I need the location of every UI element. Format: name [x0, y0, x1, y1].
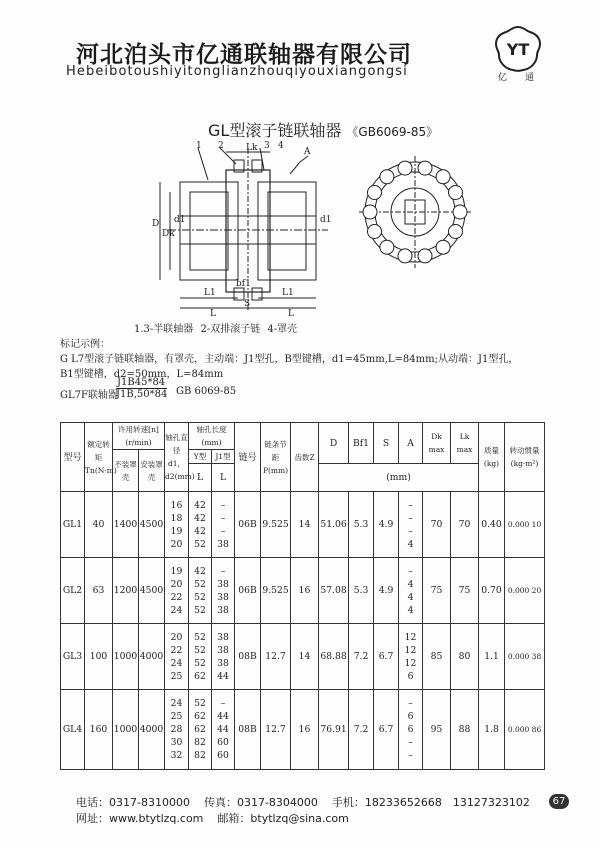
- row-d: 57.08: [319, 558, 349, 624]
- header-bore: 轴孔直径d1，d2(mm): [165, 423, 189, 492]
- header-model: 型号: [61, 423, 85, 492]
- row-d: 68.88: [319, 624, 349, 690]
- cell-value: 44: [217, 711, 229, 722]
- row-speed-nocover: 1400: [113, 492, 139, 558]
- row-d: 51.06: [319, 492, 349, 558]
- label-part-2: 2: [218, 141, 224, 151]
- cell-value: 4: [407, 538, 414, 550]
- row-inertia: 0.000 86: [505, 690, 545, 770]
- row-length-y: [189, 492, 212, 558]
- example-mark-fraction: [116, 377, 167, 400]
- cell-value: 38: [217, 657, 229, 669]
- cell-value: –: [220, 512, 226, 524]
- row-speed-cover: 4500: [139, 492, 165, 558]
- title-standard: 《GB6069-85》: [346, 125, 439, 139]
- page-title: [208, 118, 438, 141]
- chain-roller: [436, 170, 450, 184]
- row-bf1: 5.3: [349, 558, 374, 624]
- header-chain: 链号: [235, 423, 261, 492]
- label-bf1: bf1: [236, 279, 251, 289]
- cell-value: –: [220, 698, 226, 709]
- header-length: 轴孔长度(mm): [189, 423, 235, 450]
- mark-numerator: J1B45*84: [116, 377, 167, 389]
- header-speed: 许用转速[n](r/min): [113, 423, 165, 450]
- cell-value: 60: [217, 737, 229, 748]
- chain-roller: [363, 205, 377, 219]
- chain-roller: [380, 240, 394, 254]
- row-length-y: [189, 690, 212, 770]
- chain-roller: [398, 161, 412, 175]
- cell-value: –: [408, 698, 413, 709]
- row-bore: [165, 624, 189, 690]
- header-length-y: Y型: [189, 450, 212, 464]
- cell-value: 12: [404, 631, 417, 643]
- header-pitch: 链条节距P(mm): [261, 423, 291, 492]
- header-lk: Lk max: [451, 423, 479, 464]
- row-teeth: 14: [291, 624, 319, 690]
- label-dk: Dk: [162, 229, 175, 239]
- label-l-left: L: [210, 309, 216, 319]
- cell-value: 20: [170, 578, 183, 590]
- label-l-right: L: [288, 309, 294, 319]
- row-a: [399, 624, 423, 690]
- footer-tel: 电话：0317-8310000: [76, 796, 190, 809]
- cell-value: 20: [170, 631, 183, 643]
- cell-value: 18: [170, 512, 183, 524]
- row-inertia: 0.000 38: [505, 624, 545, 690]
- cell-value: 62: [194, 724, 206, 735]
- header-length-j: J1型: [212, 450, 235, 464]
- cell-value: 52: [194, 538, 206, 550]
- header-torque: 额定转矩Tn(N·m): [85, 423, 113, 492]
- row-a: [399, 558, 423, 624]
- row-dk: 85: [423, 624, 451, 690]
- label-l1-right: L1: [282, 288, 294, 298]
- row-s: 4.9: [374, 492, 399, 558]
- row-torque: 160: [85, 690, 113, 770]
- chain-roller: [380, 170, 394, 184]
- row-dk: 70: [423, 492, 451, 558]
- example-mark-prefix: GL7F联轴器: [60, 390, 118, 401]
- chain-roller: [398, 249, 412, 263]
- row-a: [399, 690, 423, 770]
- row-model: GL2: [61, 558, 85, 624]
- row-s: 4.9: [374, 558, 399, 624]
- cell-value: 38: [217, 578, 229, 590]
- cell-value: 52: [194, 657, 206, 669]
- cell-value: –: [220, 525, 226, 537]
- row-length-j: [212, 492, 235, 558]
- chain-roller: [418, 161, 432, 175]
- drawing-legend: 1.3-半联轴器 2-双排滚子链 4-罩壳: [134, 324, 298, 335]
- title-main: GL型滚子链联轴器: [208, 121, 342, 140]
- row-speed-nocover: 1200: [113, 558, 139, 624]
- logo-subtext: 亿通: [498, 73, 553, 83]
- label-lk: Lk: [246, 143, 258, 153]
- cell-value: 82: [194, 737, 206, 748]
- row-inertia: 0.000 10: [505, 492, 545, 558]
- cell-value: 82: [194, 750, 206, 761]
- chain-roller: [368, 186, 382, 200]
- cell-value: 52: [194, 698, 206, 709]
- cell-value: 42: [194, 565, 206, 577]
- table-row: [61, 690, 545, 770]
- row-pitch: 12.7: [261, 690, 291, 770]
- row-pitch: 9.525: [261, 492, 291, 558]
- cell-value: 52: [194, 631, 206, 643]
- cell-value: 60: [217, 750, 229, 761]
- example-line-2: B1型键槽，d2=50mm，L=84mm: [60, 369, 224, 380]
- cell-value: 24: [170, 657, 183, 669]
- cell-value: 22: [170, 644, 183, 656]
- row-teeth: 16: [291, 690, 319, 770]
- label-part-1: 1: [196, 141, 202, 151]
- table-row: [61, 624, 545, 690]
- cell-value: –: [408, 737, 413, 748]
- cell-value: –: [408, 512, 413, 524]
- cell-value: –: [220, 499, 226, 511]
- footer-fax: 传真：0317-8304000: [203, 796, 318, 809]
- header-speed-nocover: 不装罩壳: [113, 450, 139, 492]
- example-mark-standard: GB 6069-85: [176, 386, 237, 397]
- row-lk: 88: [451, 690, 479, 770]
- cell-value: 52: [194, 644, 206, 656]
- row-s: 6.7: [374, 690, 399, 770]
- row-torque: 100: [85, 624, 113, 690]
- footer-mobile: 手机：18233652668 13127323102: [331, 796, 530, 809]
- footer-website-link[interactable]: 网址：www.btytlzq.com: [76, 812, 204, 825]
- header-dk: Dk max: [423, 423, 451, 464]
- header-bf1: Bf1: [349, 423, 374, 464]
- row-bore: [165, 690, 189, 770]
- header-mass: 质量(kg): [479, 423, 505, 492]
- row-speed-nocover: 1000: [113, 690, 139, 770]
- chain-roller: [418, 249, 432, 263]
- label-d1-left: d1: [174, 215, 186, 225]
- row-torque: 63: [85, 558, 113, 624]
- footer-contacts: [76, 794, 530, 810]
- row-chain: 06B: [235, 492, 261, 558]
- row-inertia: 0.000 20: [505, 558, 545, 624]
- row-speed-cover: 4500: [139, 558, 165, 624]
- row-teeth: 14: [291, 492, 319, 558]
- cell-value: –: [408, 565, 413, 577]
- cell-value: 44: [217, 724, 229, 735]
- row-chain: 06B: [235, 558, 261, 624]
- cell-value: 42: [194, 512, 206, 524]
- cell-value: 6: [407, 724, 414, 735]
- header-length-j-l: L: [212, 464, 235, 492]
- cell-value: 38: [217, 631, 229, 643]
- chain-roller: [449, 225, 463, 239]
- row-length-y: [189, 558, 212, 624]
- cell-value: 44: [217, 670, 229, 682]
- example-line-1: G L7型滚子链联轴器，有罩壳，主动端：J1型孔，B型键槽，d1=45mm,L=84mm;从动端：J1型孔，: [60, 354, 519, 365]
- row-pitch: 12.7: [261, 624, 291, 690]
- row-bore: [165, 492, 189, 558]
- row-mass: 1.8: [479, 690, 505, 770]
- cell-value: 42: [194, 499, 206, 511]
- chain-roller: [436, 240, 450, 254]
- cell-value: 4: [407, 604, 414, 616]
- row-mass: 0.40: [479, 492, 505, 558]
- row-dk: 75: [423, 558, 451, 624]
- label-l1-left: L1: [204, 288, 216, 298]
- row-bore: [165, 558, 189, 624]
- row-s: 6.7: [374, 624, 399, 690]
- cell-value: 19: [170, 525, 183, 537]
- row-teeth: 16: [291, 558, 319, 624]
- cell-value: 62: [194, 670, 206, 682]
- cell-value: 24: [170, 698, 183, 709]
- cell-value: 6: [407, 670, 414, 682]
- label-part-4: 4: [278, 141, 284, 151]
- table-row: [61, 492, 545, 558]
- cell-value: 20: [170, 538, 183, 550]
- cell-value: 30: [170, 737, 183, 748]
- cell-value: 25: [170, 711, 183, 722]
- row-torque: 40: [85, 492, 113, 558]
- header-teeth: 齿数Z: [291, 423, 319, 492]
- row-pitch: 9.525: [261, 558, 291, 624]
- cell-value: 4: [407, 578, 414, 590]
- spec-table: [60, 422, 545, 770]
- label-d: D: [152, 219, 160, 229]
- header-s: S: [374, 423, 399, 464]
- header-a: A: [399, 423, 423, 464]
- cell-value: 42: [194, 525, 206, 537]
- footer-web-row: [76, 810, 349, 826]
- company-logo: [493, 24, 543, 74]
- cell-value: 52: [194, 591, 206, 603]
- row-mass: 0.70: [479, 558, 505, 624]
- mark-denominator: J1B,50*84: [116, 389, 168, 400]
- cell-value: 25: [170, 670, 183, 682]
- row-mass: 1.1: [479, 624, 505, 690]
- label-d1-right: d1: [320, 215, 332, 225]
- header-inertia: 转动惯量(kg·m²): [505, 423, 545, 492]
- cell-value: –: [220, 565, 226, 577]
- cell-value: 24: [170, 604, 183, 616]
- row-lk: 75: [451, 558, 479, 624]
- cell-value: 38: [217, 591, 229, 603]
- label-a: A: [304, 147, 311, 157]
- row-lk: 80: [451, 624, 479, 690]
- header-d: D: [319, 423, 349, 464]
- row-length-y: [189, 624, 212, 690]
- cell-value: 38: [217, 644, 229, 656]
- cell-value: 28: [170, 724, 183, 735]
- chain-roller: [368, 225, 382, 239]
- cell-value: 12: [404, 657, 417, 669]
- header-length-y-l: L: [189, 464, 212, 492]
- row-bf1: 7.2: [349, 624, 374, 690]
- cell-value: –: [408, 525, 413, 537]
- footer-email-link[interactable]: 邮箱：btytlzq@sina.com: [217, 812, 349, 825]
- row-speed-cover: 4000: [139, 624, 165, 690]
- logo-text: YT: [506, 40, 530, 59]
- row-model: GL4: [61, 690, 85, 770]
- label-s: S: [244, 299, 251, 309]
- cell-value: 19: [170, 565, 183, 577]
- row-speed-cover: 4000: [139, 690, 165, 770]
- page-number: 67: [549, 794, 569, 809]
- cell-value: 52: [194, 604, 206, 616]
- cell-value: 12: [404, 644, 417, 656]
- cell-value: 62: [194, 711, 206, 722]
- cell-value: –: [408, 750, 413, 761]
- cell-value: 52: [194, 578, 206, 590]
- row-dk: 95: [423, 690, 451, 770]
- cell-value: 22: [170, 591, 183, 603]
- table-row: [61, 558, 545, 624]
- chain-roller: [449, 186, 463, 200]
- row-model: GL1: [61, 492, 85, 558]
- example-heading: 标记示例：: [60, 339, 110, 350]
- cell-value: 16: [170, 499, 183, 511]
- cell-value: 38: [217, 604, 229, 616]
- cell-value: 6: [407, 711, 414, 722]
- cell-value: 32: [170, 750, 183, 761]
- label-part-3: 3: [264, 141, 270, 151]
- chain-roller: [453, 205, 467, 219]
- company-name: 河北泊头市亿通联轴器有限公司: [76, 42, 412, 68]
- cell-value: –: [408, 499, 413, 511]
- row-d: 76.91: [319, 690, 349, 770]
- row-chain: 08B: [235, 690, 261, 770]
- row-model: GL3: [61, 624, 85, 690]
- company-pinyin: Hebeibotoushiyitonglianzhouqiyouxiangongsi: [66, 64, 408, 79]
- row-bf1: 7.2: [349, 690, 374, 770]
- row-speed-nocover: 1000: [113, 624, 139, 690]
- row-bf1: 5.3: [349, 492, 374, 558]
- coupling-drawing: [150, 140, 480, 320]
- header-unit-mm: (mm): [319, 464, 479, 492]
- row-length-j: [212, 624, 235, 690]
- row-length-j: [212, 690, 235, 770]
- row-lk: 70: [451, 492, 479, 558]
- row-length-j: [212, 558, 235, 624]
- row-chain: 08B: [235, 624, 261, 690]
- row-a: [399, 492, 423, 558]
- cell-value: 4: [407, 591, 414, 603]
- header-speed-cover: 安装罩壳: [139, 450, 165, 492]
- cell-value: 38: [217, 538, 229, 550]
